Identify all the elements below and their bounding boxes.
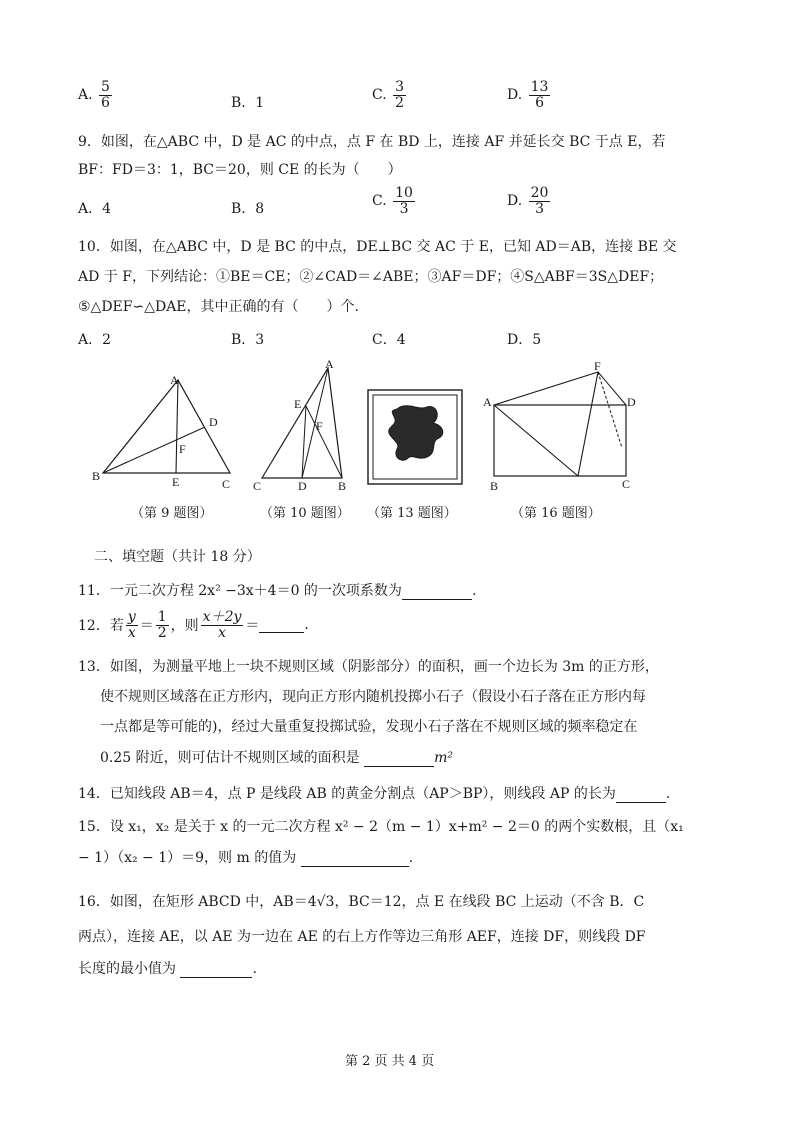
fig9-diagram: [88, 370, 248, 495]
q16-line2: 两点），连接 AE，以 AE 为一边在 AE 的右上方作等边三角形 AEF，连接 DF，则线段 DF: [78, 929, 646, 945]
fig16-label-a: A: [483, 395, 492, 409]
q9-line2: BF：FD＝3：1，BC＝20，则 CE 的长为（ ）: [78, 162, 402, 178]
page-footer: 第 2 页 共 4 页: [345, 1054, 435, 1069]
q13-answer-blank[interactable]: [364, 752, 434, 767]
q13-line1: 13．如图，为测量平地上一块不规则区域（阴影部分）的面积，画一个边长为 3m 的正方形，: [78, 659, 659, 675]
q8-option-c: C. $\frac{3}{2}$: [372, 79, 405, 111]
q9-d-fraction: $\frac{20}{3}$: [530, 185, 549, 217]
q10-option-b: B．3: [231, 332, 265, 348]
fig10-caption: （第 10 题图）: [260, 506, 350, 521]
fig10-diagram: [250, 358, 360, 498]
fig10-triangle: [262, 368, 342, 478]
q15-line1: 15．设 x₁，x₂ 是关于 x 的一元二次方程 x² − 2（m − 1）x+m² − 2＝0 的两个实数根，且（x₁: [78, 819, 684, 835]
q10-option-a: A．2: [78, 332, 112, 348]
q12-answer-blank[interactable]: [259, 618, 304, 633]
fig16-label-f: F: [594, 359, 601, 373]
q9-line1: 9．如图，在△ABC 中，D 是 AC 的中点，点 F 在 BD 上，连接 AF 并延长交 BC 于点 E，若: [78, 134, 666, 150]
fig9-segment-bd: [103, 427, 205, 473]
fig16-dashed-line: [598, 372, 622, 448]
q10-line3: ⑤△DEF∽△DAE，其中正确的有（ ）个.: [78, 299, 359, 315]
q10-line2: AD 于 F，下列结论：①BE＝CE；②∠CAD＝∠ABE；③AF＝DF；④S△ABF＝3S△DEF；: [78, 269, 664, 285]
fig10-label-b: B: [338, 479, 347, 493]
q12-fraction-half: $\frac{1}{2}$: [157, 609, 167, 641]
q15-line2: − 1）（x₂ − 1）＝9，则 m 的值为 .: [78, 850, 414, 866]
fig10-segment-de: [302, 406, 306, 478]
fig9-caption: （第 9 题图）: [131, 506, 213, 521]
q10-option-d: D．5: [507, 332, 542, 348]
q14: 14．已知线段 AB＝4，点 P 是线段 AB 的黄金分割点（AP＞BP），则线段 AP 的长为 .: [78, 786, 671, 802]
q11-answer-blank[interactable]: [402, 585, 472, 600]
q16-line1: 16．如图，在矩形 ABCD 中，AB＝4√3，BC＝12，点 E 在线段 BC 上运动（不含 B．C: [78, 894, 645, 910]
fig10-label-f: F: [316, 419, 323, 433]
q9-options: [0, 186, 794, 230]
fig16-segment-df: [598, 372, 626, 405]
fig10-label-d: D: [298, 479, 307, 493]
fig9-label-f: F: [179, 442, 186, 456]
fig13-irregular-region: [389, 406, 443, 460]
fig16-label-d: D: [627, 395, 636, 409]
q9-option-c: C. $\frac{10}{3}$: [372, 185, 413, 217]
fig10-segment-be: [306, 406, 342, 478]
fig9-label-b: B: [92, 469, 101, 483]
q15-answer-blank[interactable]: [301, 852, 409, 867]
q9-option-a: A．4: [78, 201, 112, 217]
fig16-rectangle: [494, 405, 626, 476]
q16-answer-blank[interactable]: [180, 963, 252, 978]
q12-fraction-expression: $\frac{x+2y}{x}$: [202, 609, 242, 641]
fig9-label-a: A: [170, 373, 179, 387]
fig10-label-c: C: [253, 479, 262, 493]
q16-line3: 长度的最小值为 .: [78, 961, 257, 977]
q8-d-fraction: $\frac{13}{6}$: [530, 79, 549, 111]
q12: 12．若 $\frac{y}{x}$ ＝ $\frac{1}{2}$ ，则 $\frac{x+2y}{x}$ ＝ .: [78, 609, 309, 641]
q14-answer-blank[interactable]: [616, 788, 666, 803]
fig9-label-c: C: [222, 477, 231, 491]
q10-option-c: C．4: [372, 332, 406, 348]
fig9-label-d: D: [209, 415, 218, 429]
q10-line1: 10．如图，在△ABC 中，D 是 BC 的中点，DE⊥BC 交 AC 于 E，已知 AD＝AB，连接 BE 交: [78, 239, 677, 255]
q13-line4: 0.25 附近，则可估计不规则区域的面积是 m²: [100, 750, 453, 766]
q9-option-b: B．8: [231, 201, 265, 217]
q9-option-d: D. $\frac{20}{3}$: [507, 185, 549, 217]
fig16-label-c: C: [622, 477, 631, 491]
q11: 11．一元二次方程 2x² −3x＋4＝0 的一次项系数为 .: [78, 583, 477, 599]
q8-a-fraction: $\frac{5}{6}$: [101, 79, 110, 111]
fig16-label-b: B: [490, 479, 499, 493]
q13-line3: 一点都是等可能的)，经过大量重复投掷试验，发现小石子落在不规则区域的频率稳定在: [100, 719, 638, 735]
q13-line2: 使不规则区域落在正方形内，现向正方形内随机投掷小石子（假设小石子落在正方形内每: [100, 689, 646, 705]
q8-options: [0, 80, 794, 124]
q8-option-d: D. $\frac{13}{6}$: [507, 79, 549, 111]
fig13-diagram: [367, 389, 463, 485]
fig16-diagram: [478, 358, 638, 498]
fig9-segment-ae: [176, 380, 178, 473]
fig16-caption: （第 16 题图）: [511, 506, 601, 521]
fig10-label-a: A: [325, 358, 334, 371]
q9-c-fraction: $\frac{10}{3}$: [395, 185, 413, 217]
q12-fraction-y-over-x: $\frac{y}{x}$: [127, 609, 136, 641]
section2-title: 二、填空题（共计 18 分）: [94, 549, 261, 565]
q8-option-b: B．1: [231, 95, 265, 111]
fig10-label-e: E: [294, 397, 302, 411]
fig9-label-e: E: [172, 475, 180, 489]
q8-c-fraction: $\frac{3}{2}$: [395, 79, 405, 111]
q8-option-a: A. $\frac{5}{6}$: [78, 79, 110, 111]
fig13-caption: （第 13 题图）: [367, 506, 457, 521]
fig16-triangle-aef: [494, 372, 598, 476]
